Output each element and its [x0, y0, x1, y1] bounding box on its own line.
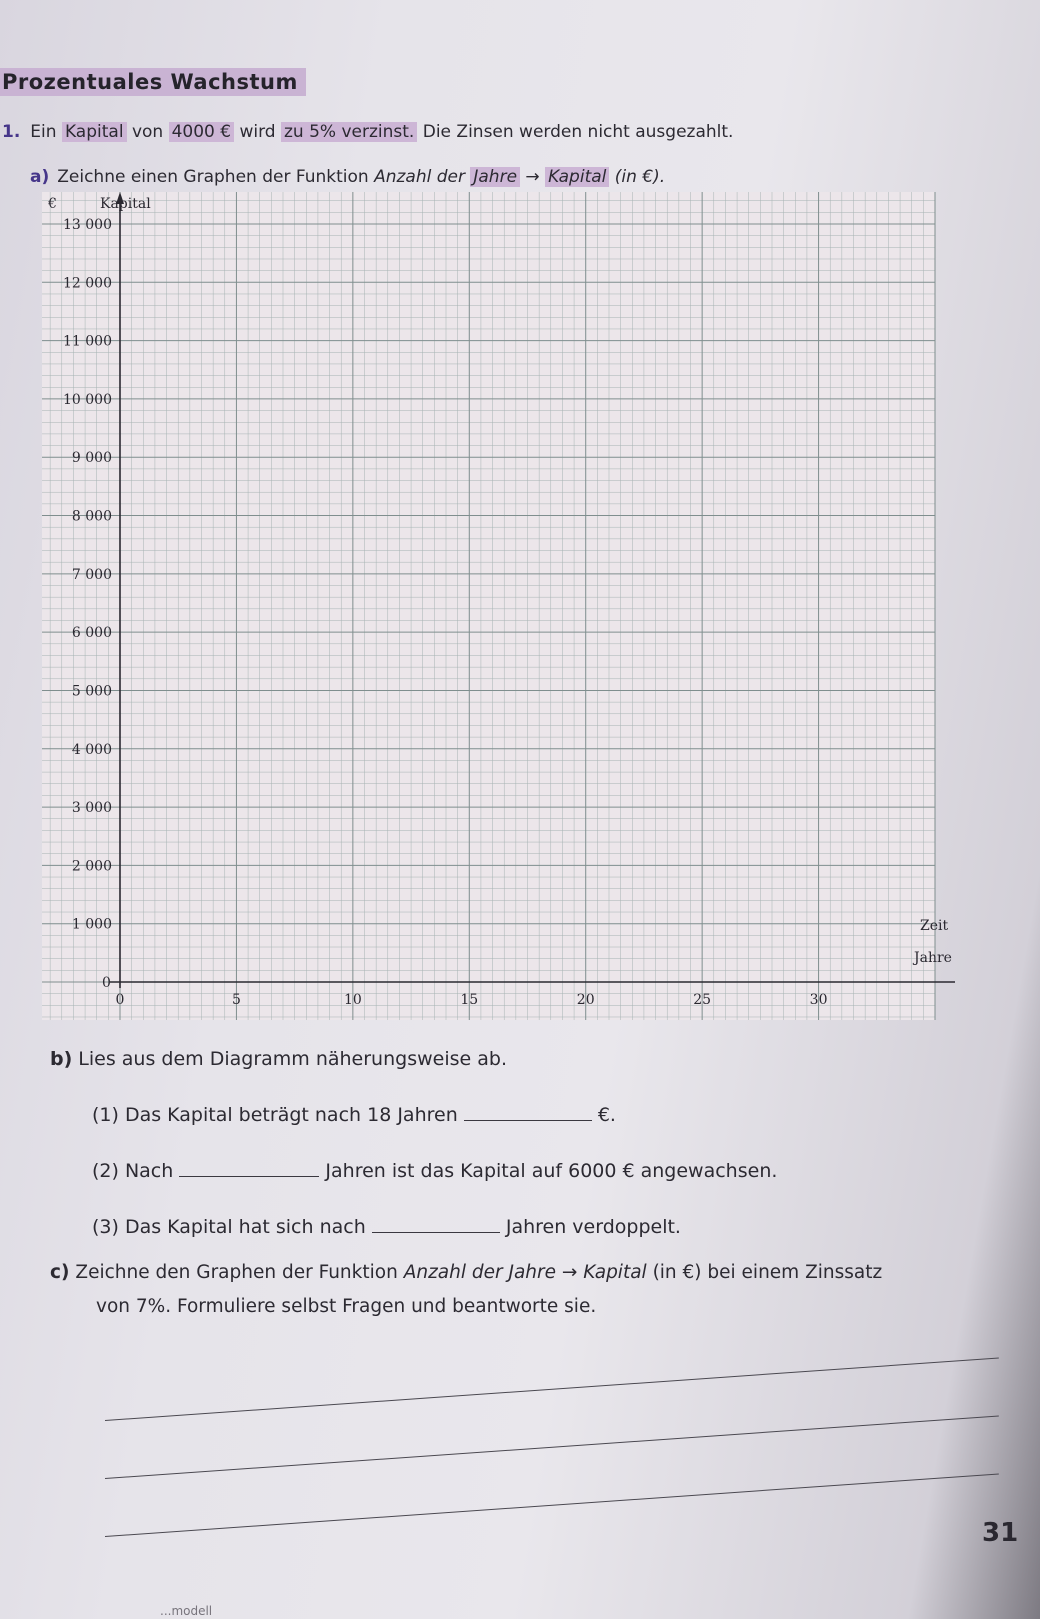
y-tick-label: 4 000	[71, 741, 112, 758]
y-tick-label: 6 000	[71, 625, 112, 642]
y-tick-label: 12 000	[63, 275, 112, 292]
graph-paper	[42, 192, 935, 1020]
x-tick-label: 20	[576, 992, 595, 1008]
question-3-text-post: Jahren verdoppelt.	[505, 1216, 681, 1238]
y-tick-label: 9 000	[71, 450, 112, 467]
x-tick-label: 5	[231, 992, 241, 1008]
y-tick-label: 2 000	[71, 858, 112, 875]
x-tick-label: 0	[115, 992, 125, 1008]
task-1c	[50, 1262, 882, 1283]
highlight-amount: 4000 €	[169, 122, 234, 142]
y-unit-label: €	[48, 196, 57, 212]
task-1-text-mid2: wird	[234, 122, 281, 142]
y-tick-label: 1 000	[71, 916, 112, 933]
y-tick-label: 5 000	[71, 683, 112, 700]
y-axis-label: Kapital	[100, 196, 151, 212]
question-1-unit: €.	[597, 1104, 616, 1126]
question-1	[92, 1104, 616, 1126]
y-origin-label: 0	[102, 975, 111, 991]
answer-line-1[interactable]	[105, 1357, 999, 1420]
question-2	[92, 1160, 777, 1182]
function-text-pre: Anzahl der	[374, 167, 471, 187]
question-1-text: (1) Das Kapital beträgt nach 18 Jahren	[92, 1104, 458, 1126]
answer-blank-3[interactable]	[372, 1218, 500, 1233]
x-tick-label: 10	[343, 992, 362, 1008]
graph-paper-chart	[0, 190, 970, 1040]
question-2-text-post: Jahren ist das Kapital auf 6000 € angewachsen.	[325, 1160, 778, 1182]
question-3-text-pre: (3) Das Kapital hat sich nach	[92, 1216, 366, 1238]
page-number: 31	[982, 1518, 1019, 1548]
highlight-function-kapital: Kapital	[545, 167, 609, 187]
x-tick-label: 30	[809, 992, 828, 1008]
y-tick-label: 7 000	[71, 566, 112, 583]
task-1a	[30, 167, 665, 187]
answer-blank-2[interactable]	[179, 1162, 319, 1177]
highlight-jahre: Jahre	[470, 167, 520, 187]
task-1b	[50, 1048, 507, 1070]
y-tick-label: 3 000	[71, 800, 112, 817]
y-tick-label: 10 000	[63, 391, 112, 408]
task-1-text-post: Die Zinsen werden nicht ausgezahlt.	[417, 122, 734, 142]
y-tick-label: 8 000	[71, 508, 112, 525]
task-number: 1.	[2, 122, 21, 142]
task-1c-text: Zeichne den Graphen der Funktion	[75, 1262, 404, 1283]
function-text-post: (in €).	[609, 167, 666, 187]
task-1-text-pre: Ein	[30, 122, 62, 142]
task-1c-line-2: von 7%. Formuliere selbst Fragen und beantworte sie.	[96, 1296, 597, 1317]
task-1a-label: a)	[30, 167, 50, 187]
function-arrow: →	[520, 167, 546, 187]
task-1c-text-post: (in €) bei einem Zinssatz	[646, 1262, 883, 1283]
task-1	[2, 122, 733, 142]
y-tick-label: 13 000	[63, 217, 112, 233]
task-1a-text: Zeichne einen Graphen der Funktion	[57, 167, 375, 187]
answer-line-2[interactable]	[105, 1415, 999, 1478]
question-3	[92, 1216, 681, 1238]
task-1c-label: c)	[50, 1262, 70, 1283]
x-axis-label-jahre: Jahre	[914, 950, 952, 966]
task-1b-label: b)	[50, 1048, 73, 1070]
x-tick-label: 15	[460, 992, 479, 1008]
answer-blank-1[interactable]	[464, 1106, 592, 1121]
x-tick-label: 25	[693, 992, 712, 1008]
task-1-text-mid1: von	[126, 122, 169, 142]
section-title: Prozentuales Wachstum	[0, 68, 306, 96]
answer-line-3[interactable]	[105, 1473, 999, 1536]
y-tick-label: 11 000	[63, 333, 112, 350]
x-axis-label-zeit: Zeit	[920, 918, 949, 934]
question-2-text-pre: (2) Nach	[92, 1160, 174, 1182]
highlight-kapital: Kapital	[62, 122, 127, 142]
task-1c-function: Anzahl der Jahre → Kapital	[403, 1262, 647, 1283]
highlight-rate: zu 5% verzinst.	[281, 122, 417, 142]
footer-fragment: ...modell	[160, 1604, 213, 1618]
task-1b-text: Lies aus dem Diagramm näherungsweise ab.	[78, 1048, 507, 1070]
